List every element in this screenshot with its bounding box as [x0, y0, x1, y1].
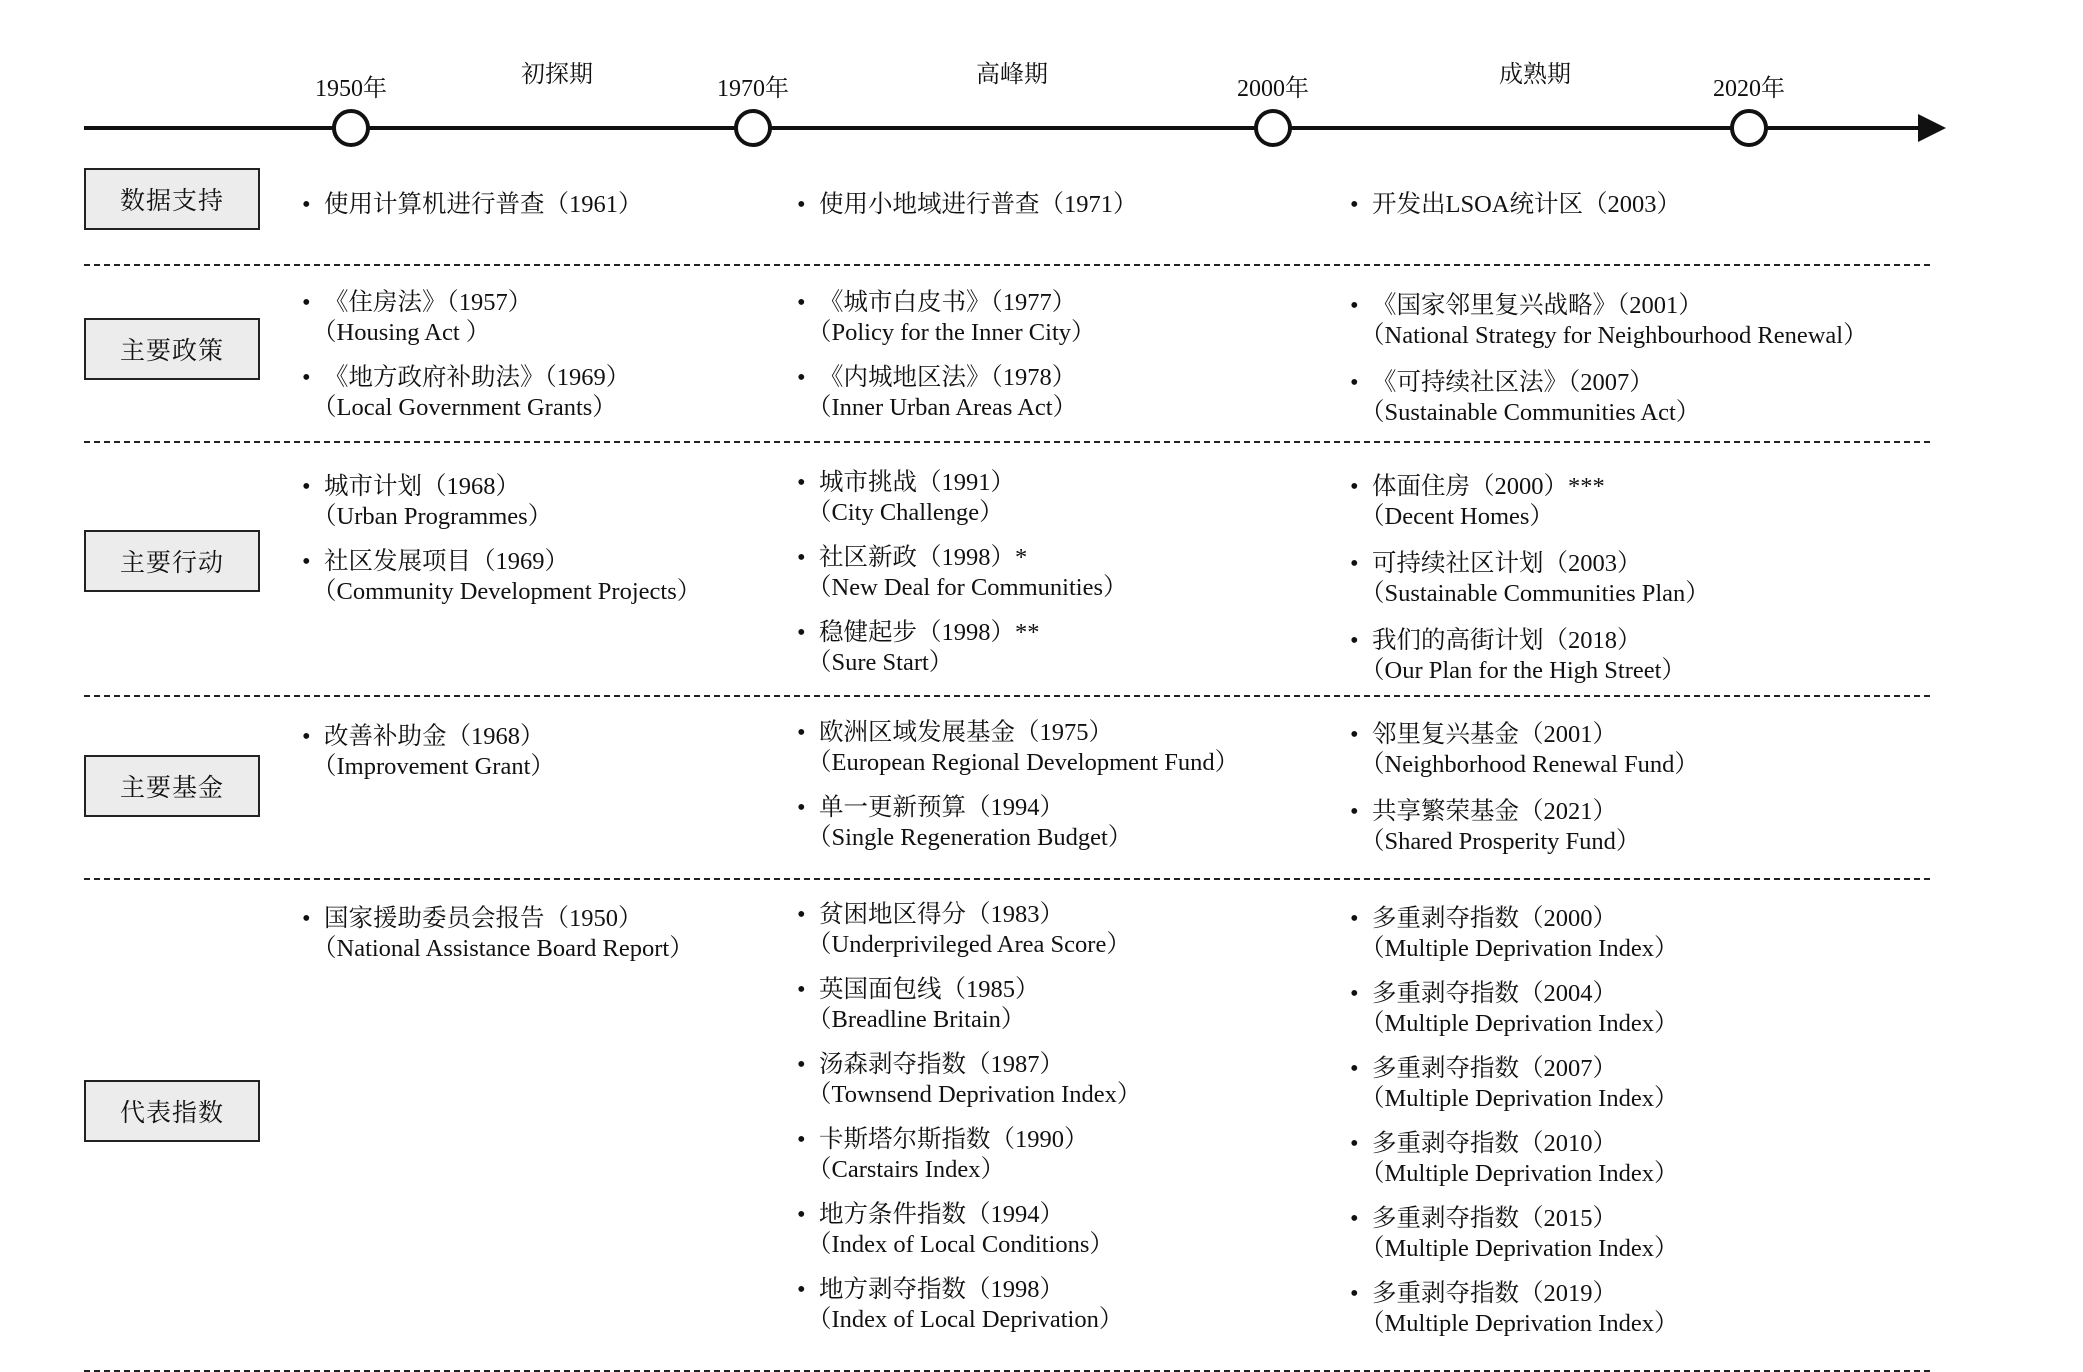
list-item	[1350, 1279, 1910, 1339]
item-title-text: 使用小地域进行普查（1971）	[819, 191, 1138, 218]
item-subtitle: （Neighborhood Renewal Fund）	[1360, 751, 1699, 778]
bullet-icon: •	[797, 1276, 806, 1303]
list-item	[797, 718, 1317, 778]
item-subtitle: （Local Government Grants）	[312, 394, 617, 421]
item-title-text: 开发出LSOA统计区（2003）	[1372, 191, 1681, 218]
row-divider	[84, 264, 1930, 266]
item-subtitle: （European Regional Development Fund）	[807, 749, 1240, 776]
timeline-arrow-icon	[1918, 114, 1946, 142]
item-title-text: 国家援助委员会报告（1950）	[324, 905, 643, 932]
list-item	[797, 288, 1317, 348]
item-subtitle: （Underprivileged Area Score）	[807, 931, 1131, 958]
item-title-text: 单一更新预算（1994）	[819, 794, 1064, 821]
item-title-text: 卡斯塔尔斯指数（1990）	[819, 1126, 1089, 1153]
row-divider	[84, 695, 1930, 697]
item-subtitle: （Inner Urban Areas Act）	[807, 394, 1078, 421]
bullet-icon: •	[302, 289, 311, 316]
item-title	[1350, 291, 1910, 321]
bullet-icon: •	[797, 1201, 806, 1228]
bullet-icon: •	[797, 469, 806, 496]
row-label-fund: 主要基金	[84, 755, 260, 817]
list-item	[797, 363, 1317, 423]
item-subtitle: （Our Plan for the High Street）	[1360, 657, 1686, 684]
item-subtitle: （Sure Start）	[807, 649, 954, 676]
item-title	[797, 190, 1317, 220]
bullet-icon: •	[1350, 1205, 1359, 1232]
item-subtitle: （Carstairs Index）	[807, 1156, 1005, 1183]
bullet-icon: •	[797, 719, 806, 746]
item-title-text: 改善补助金（1968）	[324, 723, 545, 750]
timeline-node-2020	[1732, 111, 1766, 145]
bullet-icon: •	[797, 1126, 806, 1153]
bullet-icon: •	[797, 289, 806, 316]
item-title	[302, 363, 702, 393]
item-subtitle: （Single Regeneration Budget）	[807, 824, 1133, 851]
item-title	[302, 288, 702, 318]
timeline-node-1950	[334, 111, 368, 145]
item-title	[1350, 797, 1910, 827]
row-label-data-support: 数据支持	[84, 168, 260, 230]
bullet-icon: •	[1350, 721, 1359, 748]
item-title	[797, 543, 1317, 573]
bullet-icon: •	[797, 901, 806, 928]
item-title-text: 地方剥夺指数（1998）	[819, 1276, 1064, 1303]
item-title-text: 多重剥夺指数（2019）	[1372, 1280, 1617, 1307]
bullet-icon: •	[1350, 980, 1359, 1007]
item-title	[797, 718, 1317, 748]
item-title-text: 贫困地区得分（1983）	[819, 901, 1064, 928]
list-item	[797, 543, 1317, 603]
item-title	[797, 1125, 1317, 1155]
item-title	[797, 363, 1317, 393]
item-title	[797, 288, 1317, 318]
item-subtitle: （Breadline Britain）	[807, 1006, 1026, 1033]
list-item	[797, 1125, 1317, 1185]
bullet-icon: •	[1350, 191, 1359, 218]
year-label-1950: 1950年	[315, 76, 387, 102]
item-title-text: 多重剥夺指数（2007）	[1372, 1055, 1617, 1082]
item-title-text: 城市挑战（1991）	[819, 469, 1015, 496]
bullet-icon: •	[797, 976, 806, 1003]
bullet-icon: •	[797, 1051, 806, 1078]
list-item	[302, 472, 702, 532]
item-title	[1350, 720, 1910, 750]
list-item	[797, 190, 1317, 220]
list-item	[302, 547, 702, 607]
list-item	[797, 468, 1317, 528]
item-subtitle: （Multiple Deprivation Index）	[1360, 1235, 1679, 1262]
list-item	[1350, 979, 1910, 1039]
list-item	[1350, 797, 1910, 857]
list-item	[302, 904, 702, 964]
item-title-text: 多重剥夺指数（2000）	[1372, 905, 1617, 932]
item-title-text: 汤森剥夺指数（1987）	[819, 1051, 1064, 1078]
bullet-icon: •	[302, 723, 311, 750]
item-title	[797, 900, 1317, 930]
list-item	[797, 1275, 1317, 1335]
list-item	[797, 975, 1317, 1035]
list-item	[797, 1050, 1317, 1110]
item-title-text: 《内城地区法》（1978）	[819, 364, 1077, 391]
bullet-icon: •	[302, 364, 311, 391]
year-label-1970: 1970年	[717, 76, 789, 102]
item-title	[1350, 190, 1910, 220]
list-item	[797, 618, 1317, 678]
item-title-text: 使用计算机进行普查（1961）	[324, 191, 643, 218]
item-subtitle: （Index of Local Deprivation）	[807, 1306, 1124, 1333]
row-label-index: 代表指数	[84, 1080, 260, 1142]
list-item	[1350, 190, 1910, 220]
list-item	[1350, 1204, 1910, 1264]
list-item	[1350, 1129, 1910, 1189]
item-title-text: 欧洲区域发展基金（1975）	[819, 719, 1113, 746]
year-label-2000: 2000年	[1237, 76, 1309, 102]
item-subtitle: （Multiple Deprivation Index）	[1360, 1085, 1679, 1112]
item-subtitle: （Improvement Grant）	[312, 753, 555, 780]
item-title-text: 《城市白皮书》（1977）	[819, 289, 1077, 316]
item-subtitle: （National Assistance Board Report）	[312, 935, 694, 962]
item-title-text: 可持续社区计划（2003）	[1372, 550, 1642, 577]
item-title	[797, 468, 1317, 498]
item-subtitle: （Multiple Deprivation Index）	[1360, 1310, 1679, 1337]
list-item	[1350, 368, 1910, 428]
item-title-text: 多重剥夺指数（2010）	[1372, 1130, 1617, 1157]
item-title-text: 共享繁荣基金（2021）	[1372, 798, 1617, 825]
bullet-icon: •	[797, 544, 806, 571]
bullet-icon: •	[797, 364, 806, 391]
item-title-text: 多重剥夺指数（2004）	[1372, 980, 1617, 1007]
list-item	[302, 190, 702, 220]
item-subtitle: （Multiple Deprivation Index）	[1360, 935, 1679, 962]
list-item	[1350, 720, 1910, 780]
list-item	[1350, 549, 1910, 609]
bullet-icon: •	[1350, 1055, 1359, 1082]
list-item	[1350, 904, 1910, 964]
item-subtitle: （New Deal for Communities）	[807, 574, 1128, 601]
item-title	[1350, 472, 1910, 502]
item-subtitle: （Multiple Deprivation Index）	[1360, 1160, 1679, 1187]
item-title-text: 稳健起步（1998）**	[819, 619, 1040, 646]
list-item	[1350, 291, 1910, 351]
bullet-icon: •	[797, 619, 806, 646]
row-label-action: 主要行动	[84, 530, 260, 592]
list-item	[302, 363, 702, 423]
list-item	[302, 722, 702, 782]
item-subtitle: （Sustainable Communities Plan）	[1360, 580, 1710, 607]
item-title	[797, 618, 1317, 648]
list-item	[797, 900, 1317, 960]
item-title	[797, 975, 1317, 1005]
item-title-text: 多重剥夺指数（2015）	[1372, 1205, 1617, 1232]
phase-label-early: 初探期	[521, 62, 593, 88]
row-divider	[84, 441, 1930, 443]
item-subtitle: （National Strategy for Neighbourhood Renewal）	[1360, 322, 1868, 349]
item-title	[1350, 1054, 1910, 1084]
bullet-icon: •	[1350, 550, 1359, 577]
item-subtitle: （Sustainable Communities Act）	[1360, 399, 1701, 426]
item-subtitle: （Shared Prosperity Fund）	[1360, 828, 1641, 855]
item-title	[302, 547, 702, 577]
item-title-text: 英国面包线（1985）	[819, 976, 1040, 1003]
row-label-policy: 主要政策	[84, 318, 260, 380]
item-title	[1350, 1204, 1910, 1234]
item-subtitle: （Index of Local Conditions）	[807, 1231, 1114, 1258]
row-divider	[84, 878, 1930, 880]
list-item	[797, 793, 1317, 853]
bullet-icon: •	[302, 548, 311, 575]
timeline-node-2000	[1256, 111, 1290, 145]
item-title-text: 城市计划（1968）	[324, 473, 520, 500]
bullet-icon: •	[1350, 473, 1359, 500]
item-subtitle: （Decent Homes）	[1360, 503, 1554, 530]
bullet-icon: •	[797, 794, 806, 821]
item-title	[302, 472, 702, 502]
list-item	[1350, 626, 1910, 686]
item-title-text: 《住房法》（1957）	[324, 289, 533, 316]
item-subtitle: （Multiple Deprivation Index）	[1360, 1010, 1679, 1037]
item-title	[302, 722, 702, 752]
item-title-text: 《可持续社区法》（2007）	[1372, 369, 1654, 396]
list-item	[797, 1200, 1317, 1260]
bullet-icon: •	[302, 905, 311, 932]
item-title-text: 我们的高街计划（2018）	[1372, 627, 1642, 654]
item-title-text: 邻里复兴基金（2001）	[1372, 721, 1617, 748]
item-title-text: 社区发展项目（1969）	[324, 548, 569, 575]
year-label-2020: 2020年	[1713, 76, 1785, 102]
item-title	[1350, 904, 1910, 934]
item-title-text: 地方条件指数（1994）	[819, 1201, 1064, 1228]
item-subtitle: （Townsend Deprivation Index）	[807, 1081, 1142, 1108]
phase-label-peak: 高峰期	[976, 62, 1048, 88]
item-title	[797, 1050, 1317, 1080]
timeline-node-1970	[736, 111, 770, 145]
bullet-icon: •	[302, 473, 311, 500]
list-item	[302, 288, 702, 348]
item-title-text: 社区新政（1998）*	[819, 544, 1028, 571]
bullet-icon: •	[797, 191, 806, 218]
list-item	[1350, 1054, 1910, 1114]
item-title-text: 《地方政府补助法》（1969）	[324, 364, 631, 391]
phase-label-mature: 成熟期	[1499, 62, 1571, 88]
item-title	[797, 1275, 1317, 1305]
bullet-icon: •	[1350, 292, 1359, 319]
item-subtitle: （City Challenge）	[807, 499, 1004, 526]
item-title	[1350, 1279, 1910, 1309]
item-subtitle: （Community Development Projects）	[312, 578, 702, 605]
bullet-icon: •	[1350, 905, 1359, 932]
item-subtitle: （Policy for the Inner City）	[807, 319, 1096, 346]
bullet-icon: •	[302, 191, 311, 218]
item-title	[797, 793, 1317, 823]
item-title	[1350, 1129, 1910, 1159]
item-subtitle: （Urban Programmes）	[312, 503, 553, 530]
item-title	[1350, 549, 1910, 579]
bullet-icon: •	[1350, 627, 1359, 654]
item-title	[1350, 979, 1910, 1009]
item-title	[797, 1200, 1317, 1230]
item-title-text: 体面住房（2000）***	[1372, 473, 1605, 500]
item-subtitle: （Housing Act ）	[312, 319, 491, 346]
bullet-icon: •	[1350, 798, 1359, 825]
item-title	[1350, 626, 1910, 656]
item-title	[1350, 368, 1910, 398]
bullet-icon: •	[1350, 369, 1359, 396]
bullet-icon: •	[1350, 1280, 1359, 1307]
item-title	[302, 904, 702, 934]
list-item	[1350, 472, 1910, 532]
item-title	[302, 190, 702, 220]
item-title-text: 《国家邻里复兴战略》（2001）	[1372, 292, 1703, 319]
bullet-icon: •	[1350, 1130, 1359, 1157]
